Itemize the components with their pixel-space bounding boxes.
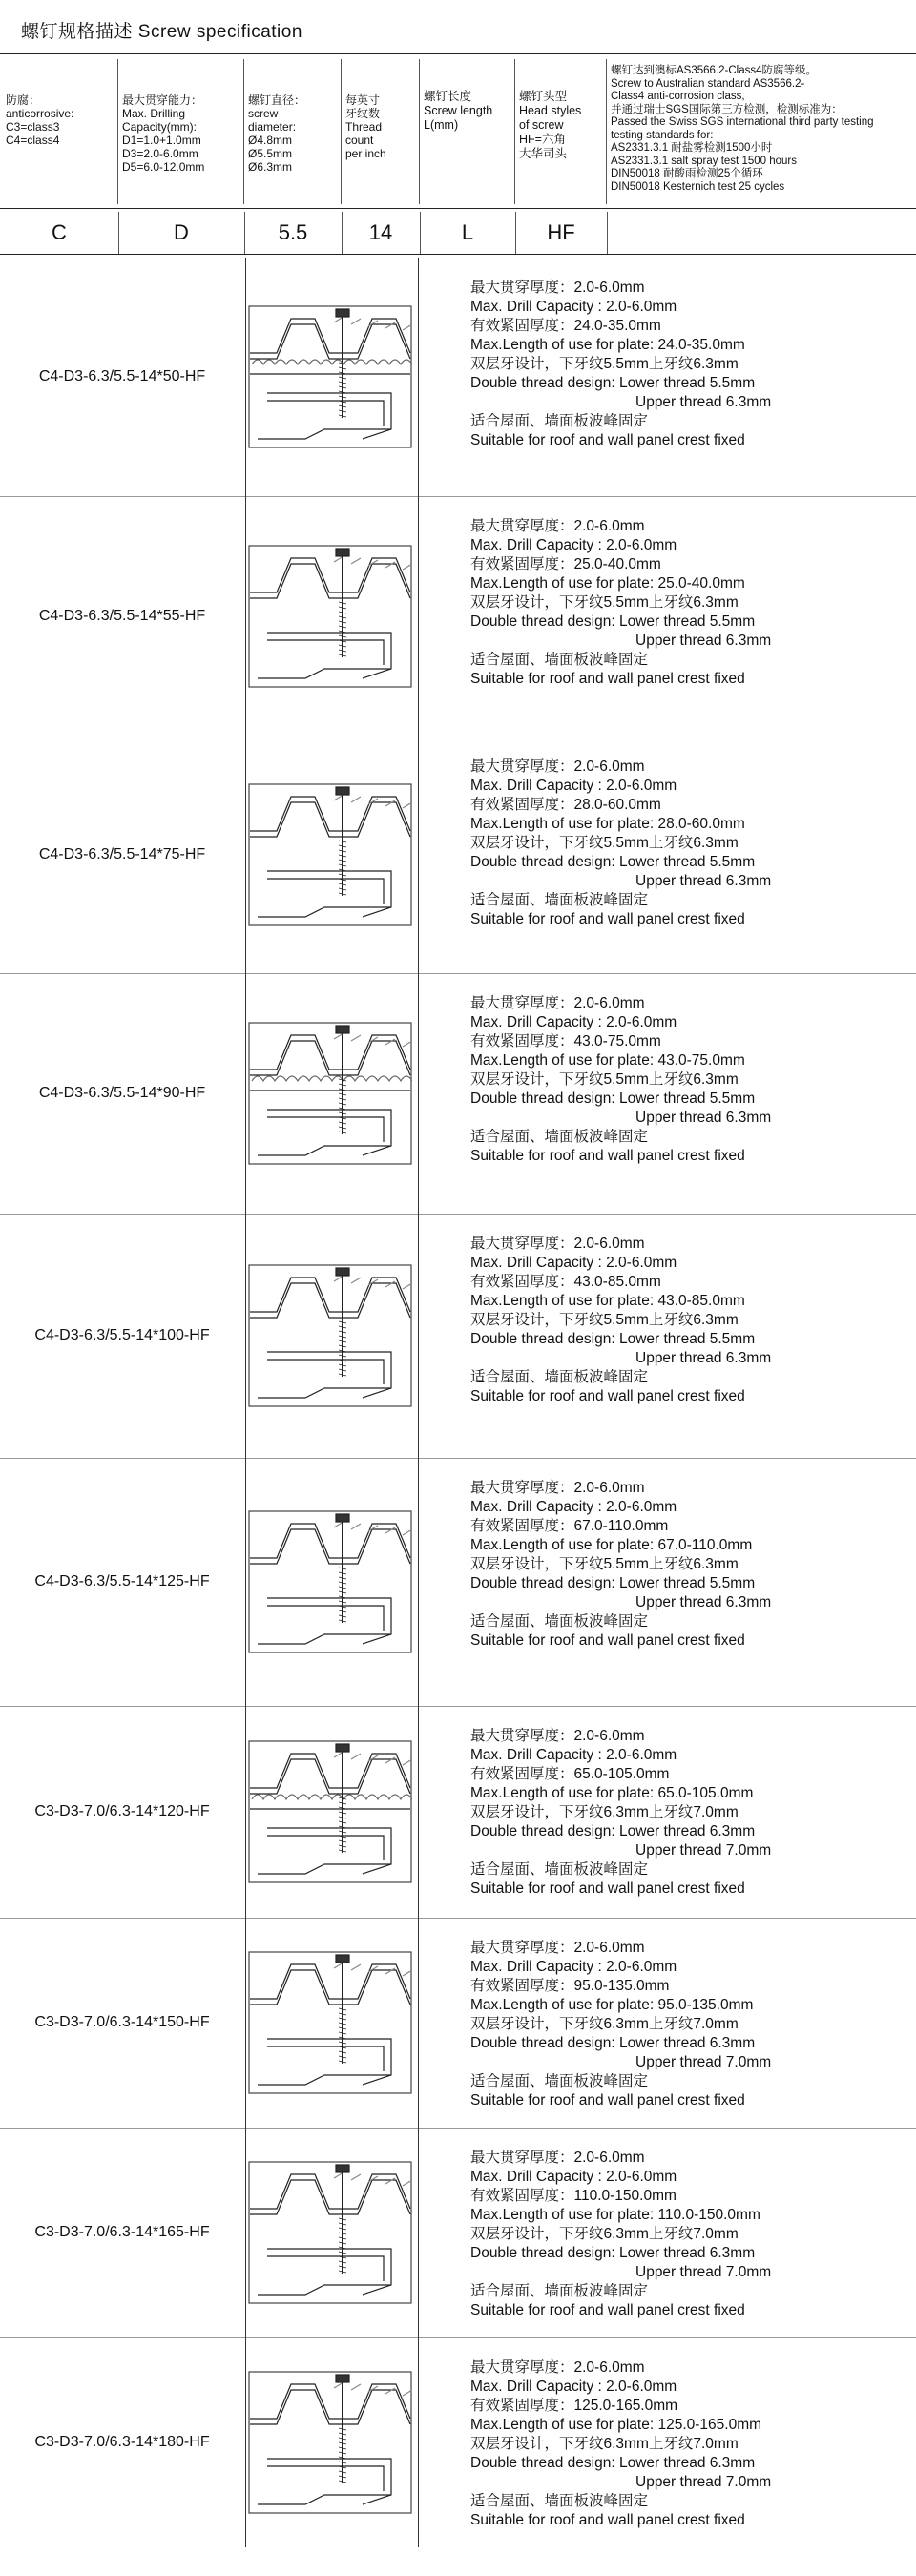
description-line: Suitable for roof and wall panel crest fixed (470, 432, 745, 448)
header-col-line: DIN50018 耐酸雨检测25个循环 (611, 168, 763, 179)
header-col-line: 牙纹数 (345, 107, 381, 120)
header-col-6 (515, 59, 607, 204)
screw-model-code: C4-D3-6.3/5.5-14*75-HF (38, 846, 206, 862)
description-line: 最大贯穿厚度：2.0-6.0mm (470, 1236, 645, 1252)
description-line: Max.Length of use for plate: 43.0-75.0mm (470, 1052, 745, 1069)
header-divider-rule (0, 208, 916, 209)
description-line: 有效紧固厚度：43.0-75.0mm (470, 1033, 661, 1049)
description-line: 双层牙设计，下牙纹5.5mm上牙纹6.3mm (470, 1312, 739, 1328)
description-line: Upper thread 6.3mm (635, 394, 772, 410)
description-line: 最大贯穿厚度：2.0-6.0mm (470, 1728, 645, 1744)
description-line: Double thread design: Lower thread 5.5mm (470, 613, 756, 630)
description-line: Double thread design: Lower thread 6.3mm (470, 2245, 756, 2261)
description-line: 适合屋面、墙面板波峰固定 (470, 2493, 649, 2509)
spec-code-2: D (118, 212, 245, 254)
header-col-line: DIN50018 Kesternich test 25 cycles (611, 180, 785, 193)
description-line: 双层牙设计，下牙纹5.5mm上牙纹6.3mm (470, 835, 739, 851)
screw-description (470, 758, 771, 929)
description-line: 适合屋面、墙面板波峰固定 (470, 892, 649, 908)
screw-model-code: C4-D3-6.3/5.5-14*90-HF (38, 1085, 206, 1101)
description-line: Suitable for roof and wall panel crest fixed (470, 671, 745, 687)
description-line: 适合屋面、墙面板波峰固定 (470, 413, 649, 429)
description-line: Max. Drill Capacity : 2.0-6.0mm (470, 1747, 677, 1763)
screw-description (470, 279, 771, 450)
header-col-line: 每英寸 (345, 93, 381, 107)
description-line: 适合屋面、墙面板波峰固定 (470, 1613, 649, 1630)
screw-installation-illustration (248, 1951, 412, 2094)
header-bottom-rule (0, 254, 916, 255)
description-line: 最大贯穿厚度：2.0-6.0mm (470, 1940, 645, 1956)
header-col-7 (607, 59, 916, 204)
description-line: 适合屋面、墙面板波峰固定 (470, 2283, 649, 2299)
screw-model-code: C4-D3-6.3/5.5-14*125-HF (34, 1573, 210, 1589)
description-line: Max. Drill Capacity : 2.0-6.0mm (470, 299, 677, 315)
description-line: 有效紧固厚度：67.0-110.0mm (470, 1518, 669, 1534)
description-line: Double thread design: Lower thread 5.5mm (470, 1091, 756, 1107)
description-line: Max.Length of use for plate: 25.0-40.0mm (470, 575, 745, 592)
header-col-line: AS2331.3.1 耐盐雾检测1500小时 (611, 142, 773, 154)
description-line: Suitable for roof and wall panel crest fixed (470, 1880, 745, 1897)
description-line: 最大贯穿厚度：2.0-6.0mm (470, 2150, 645, 2166)
description-line: Suitable for roof and wall panel crest fixed (470, 1632, 745, 1649)
row-separator (0, 496, 916, 497)
description-line: Max.Length of use for plate: 125.0-165.0mm (470, 2417, 762, 2433)
description-line: 有效紧固厚度：25.0-40.0mm (470, 556, 661, 572)
header-col-line: Head styles (519, 104, 582, 117)
screw-installation-illustration (248, 1264, 412, 1407)
description-line: Max. Drill Capacity : 2.0-6.0mm (470, 1255, 677, 1271)
description-line: Suitable for roof and wall panel crest fixed (470, 1148, 745, 1164)
description-line: Suitable for roof and wall panel crest fixed (470, 1388, 745, 1404)
description-line: Double thread design: Lower thread 6.3mm (470, 1823, 756, 1839)
spec-code-5: L (420, 212, 516, 254)
description-line: 最大贯穿厚度：2.0-6.0mm (470, 280, 645, 296)
screw-description (470, 2358, 771, 2530)
description-line: 双层牙设计，下牙纹6.3mm上牙纹7.0mm (470, 2436, 739, 2452)
description-line: 有效紧固厚度：125.0-165.0mm (470, 2398, 678, 2414)
description-line: 双层牙设计，下牙纹5.5mm上牙纹6.3mm (470, 1556, 739, 1572)
description-line: Double thread design: Lower thread 5.5mm (470, 1331, 756, 1347)
description-line: 有效紧固厚度：110.0-150.0mm (470, 2188, 677, 2204)
screw-installation-illustration (248, 1740, 412, 1883)
description-line: 有效紧固厚度：65.0-105.0mm (470, 1766, 670, 1782)
header-col-line: 螺钉直径： (248, 93, 306, 107)
description-line: Suitable for roof and wall panel crest fixed (470, 2092, 745, 2109)
page-title: 螺钉规格描述 Screw specification (21, 22, 302, 42)
row-separator (0, 2128, 916, 2129)
screw-description (470, 1235, 771, 1406)
screw-description (470, 1727, 771, 1899)
spec-code-4: 14 (342, 212, 421, 254)
description-line: Upper thread 6.3mm (635, 1594, 772, 1610)
header-col-line: per inch (345, 147, 386, 160)
description-line: Double thread design: Lower thread 5.5mm (470, 1575, 756, 1591)
description-line: 最大贯穿厚度：2.0-6.0mm (470, 995, 645, 1011)
description-line: Upper thread 7.0mm (635, 2054, 772, 2070)
header-col-line: D3=2.0-6.0mm (122, 147, 198, 160)
description-line: Upper thread 7.0mm (635, 2474, 772, 2490)
header-col-line: D5=6.0-12.0mm (122, 160, 205, 174)
description-line: Max. Drill Capacity : 2.0-6.0mm (470, 1959, 677, 1975)
header-col-line: Screw length (424, 104, 493, 117)
description-line: Max.Length of use for plate: 43.0-85.0mm (470, 1293, 745, 1309)
header-col-line: Ø6.3mm (248, 160, 293, 174)
header-col-line: 螺钉长度 (424, 90, 472, 103)
description-line: 最大贯穿厚度：2.0-6.0mm (470, 2359, 645, 2376)
description-line: Max. Drill Capacity : 2.0-6.0mm (470, 778, 677, 794)
header-col-line: screw (248, 107, 279, 120)
description-line: Upper thread 7.0mm (635, 1842, 772, 1859)
description-line: 适合屋面、墙面板波峰固定 (470, 1129, 649, 1145)
description-line: Upper thread 6.3mm (635, 633, 772, 649)
header-col-line: 螺钉达到澳标AS3566.2-Class4防腐等级。 (611, 65, 817, 76)
description-line: Max. Drill Capacity : 2.0-6.0mm (470, 1014, 677, 1030)
description-line: Upper thread 7.0mm (635, 2264, 772, 2280)
header-col-line: C4=class4 (6, 134, 60, 147)
screw-installation-illustration (248, 545, 412, 688)
description-line: 有效紧固厚度：24.0-35.0mm (470, 318, 661, 334)
description-line: Max.Length of use for plate: 67.0-110.0mm (470, 1537, 753, 1553)
screw-installation-illustration (248, 2161, 412, 2304)
description-line: Max.Length of use for plate: 24.0-35.0mm (470, 337, 745, 353)
description-line: Double thread design: Lower thread 6.3mm (470, 2035, 756, 2051)
row-separator (0, 1918, 916, 1919)
header-col-line: 最大贯穿能力： (122, 93, 203, 107)
description-line: 双层牙设计，下牙纹6.3mm上牙纹7.0mm (470, 1804, 739, 1820)
screw-installation-illustration (248, 1022, 412, 1165)
description-line: Double thread design: Lower thread 5.5mm (470, 375, 756, 391)
description-line: Max. Drill Capacity : 2.0-6.0mm (470, 2379, 677, 2395)
description-line: Max.Length of use for plate: 110.0-150.0mm (470, 2207, 760, 2223)
description-line: 双层牙设计，下牙纹5.5mm上牙纹6.3mm (470, 1071, 739, 1088)
description-line: Max. Drill Capacity : 2.0-6.0mm (470, 2169, 677, 2185)
header-col-line: 防腐： (6, 93, 41, 107)
screw-model-code: C3-D3-7.0/6.3-14*120-HF (34, 1803, 210, 1819)
header-col-line: testing standards for: (611, 129, 714, 141)
description-line: Max.Length of use for plate: 28.0-60.0mm (470, 816, 745, 832)
description-line: 有效紧固厚度：95.0-135.0mm (470, 1978, 670, 1994)
description-line: 适合屋面、墙面板波峰固定 (470, 1369, 649, 1385)
screw-model-code: C4-D3-6.3/5.5-14*50-HF (38, 368, 206, 384)
description-line: Double thread design: Lower thread 6.3mm (470, 2455, 756, 2471)
header-col-5 (420, 59, 515, 204)
header-col-line: of screw (519, 118, 564, 132)
description-line: 双层牙设计，下牙纹5.5mm上牙纹6.3mm (470, 594, 739, 611)
description-line: Max. Drill Capacity : 2.0-6.0mm (470, 1499, 677, 1515)
description-line: Upper thread 6.3mm (635, 1350, 772, 1366)
spec-code-6: HF (515, 212, 608, 254)
header-col-line: Thread (345, 120, 383, 134)
description-line: 最大贯穿厚度：2.0-6.0mm (470, 1480, 645, 1496)
description-line: Suitable for roof and wall panel crest fixed (470, 911, 745, 927)
row-separator (0, 1706, 916, 1707)
header-col-line: Ø5.5mm (248, 147, 293, 160)
screw-description (470, 517, 771, 689)
header-col-line: Screw to Australian standard AS3566.2- (611, 77, 805, 90)
description-line: Upper thread 6.3mm (635, 873, 772, 889)
description-line: Max.Length of use for plate: 65.0-105.0mm (470, 1785, 754, 1801)
header-col-line: HF=六角 (519, 133, 566, 146)
screw-installation-illustration (248, 1510, 412, 1653)
screw-model-code: C4-D3-6.3/5.5-14*100-HF (34, 1327, 210, 1343)
screw-description (470, 994, 771, 1166)
description-line: 适合屋面、墙面板波峰固定 (470, 2073, 649, 2089)
screw-description (470, 1479, 771, 1651)
screw-model-code: C3-D3-7.0/6.3-14*165-HF (34, 2224, 210, 2240)
screw-model-code: C3-D3-7.0/6.3-14*180-HF (34, 2434, 210, 2450)
screw-description (470, 1939, 771, 2110)
description-line: 有效紧固厚度：43.0-85.0mm (470, 1274, 661, 1290)
header-col-line: 螺钉头型 (519, 90, 568, 103)
row-separator (0, 973, 916, 974)
header-col-line: Class4 anti-corrosion class, (611, 91, 745, 102)
screw-installation-illustration (248, 2371, 412, 2514)
screw-installation-illustration (248, 783, 412, 926)
description-line: 双层牙设计，下牙纹6.3mm上牙纹7.0mm (470, 2016, 739, 2032)
screw-model-code: C4-D3-6.3/5.5-14*55-HF (38, 608, 206, 624)
description-line: 有效紧固厚度：28.0-60.0mm (470, 797, 661, 813)
description-line: 最大贯穿厚度：2.0-6.0mm (470, 758, 645, 775)
header-col-line: Ø4.8mm (248, 134, 293, 147)
description-line: 适合屋面、墙面板波峰固定 (470, 1861, 649, 1878)
description-line: 最大贯穿厚度：2.0-6.0mm (470, 518, 645, 534)
header-col-line: AS2331.3.1 salt spray test 1500 hours (611, 155, 797, 167)
header-col-1 (2, 59, 118, 204)
header-col-line: Max. Drilling (122, 107, 186, 120)
description-line: Max. Drill Capacity : 2.0-6.0mm (470, 537, 677, 553)
header-col-line: C3=class3 (6, 120, 60, 134)
spec-code-1: C (0, 212, 119, 254)
header-col-line: diameter: (248, 120, 297, 134)
spec-code-3: 5.5 (244, 212, 343, 254)
header-col-line: 并通过瑞士SGS国际第三方检测，检测标准为： (611, 103, 843, 115)
header-col-line: L(mm) (424, 118, 459, 132)
description-line: 双层牙设计，下牙纹6.3mm上牙纹7.0mm (470, 2226, 739, 2242)
description-line: Upper thread 6.3mm (635, 1110, 772, 1126)
header-col-3 (244, 59, 342, 204)
screw-model-code: C3-D3-7.0/6.3-14*150-HF (34, 2014, 210, 2030)
description-line: 适合屋面、墙面板波峰固定 (470, 652, 649, 668)
header-col-line: Passed the Swiss SGS international third party testing (611, 116, 874, 128)
header-col-line: Capacity(mm): (122, 120, 198, 134)
header-col-line: D1=1.0+1.0mm (122, 134, 201, 147)
row-separator (0, 2337, 916, 2338)
header-col-2 (118, 59, 244, 204)
description-line: Suitable for roof and wall panel crest fixed (470, 2302, 745, 2318)
header-col-line: anticorrosive: (6, 107, 74, 120)
description-line: 双层牙设计，下牙纹5.5mm上牙纹6.3mm (470, 356, 739, 372)
header-col-line: 大华司头 (519, 147, 568, 160)
description-line: Suitable for roof and wall panel crest fixed (470, 2512, 745, 2528)
row-separator (0, 1214, 916, 1215)
row-separator (0, 1458, 916, 1459)
header-col-line: count (345, 134, 374, 147)
screw-installation-illustration (248, 305, 412, 448)
screw-description (470, 2149, 771, 2320)
description-line: Max.Length of use for plate: 95.0-135.0mm (470, 1997, 754, 2013)
header-col-4 (342, 59, 420, 204)
header-top-rule (0, 53, 916, 54)
description-line: Double thread design: Lower thread 5.5mm (470, 854, 756, 870)
